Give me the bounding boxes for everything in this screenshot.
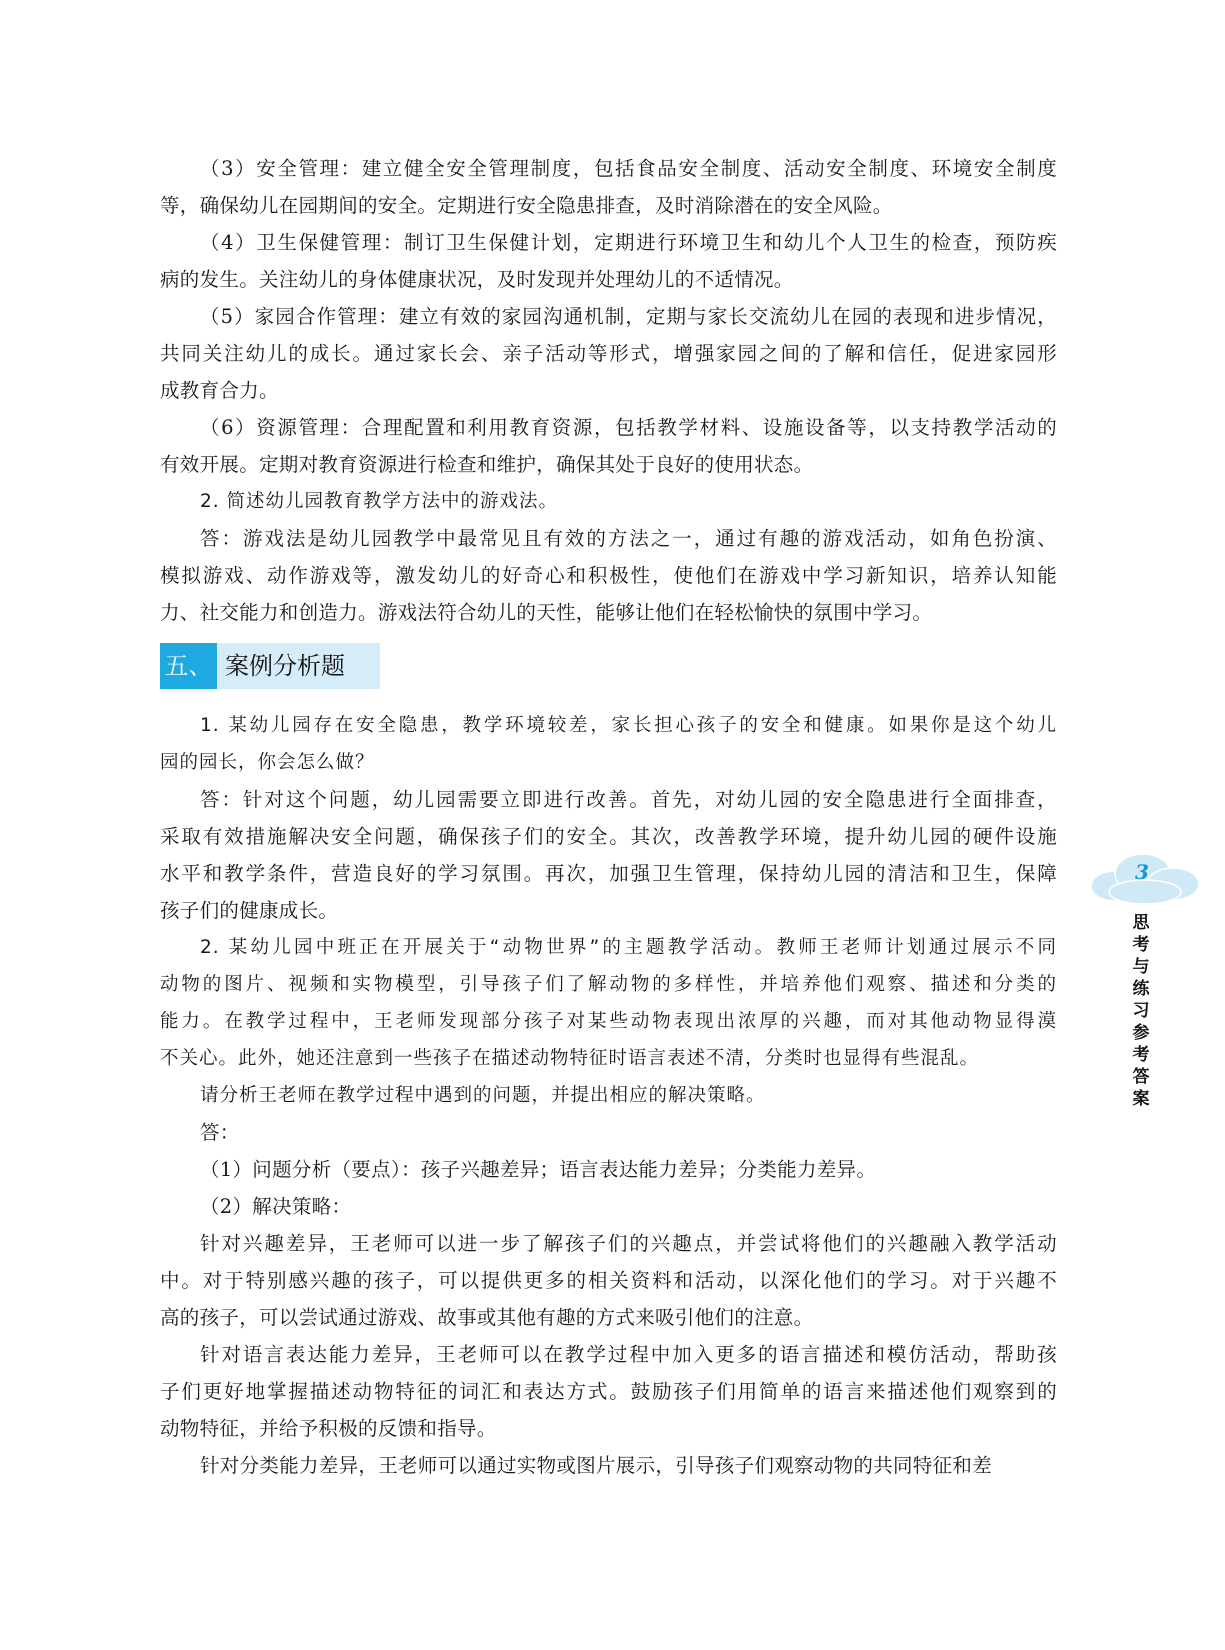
text-line: 模拟游戏、动作游戏等，激发幼儿的好奇心和积极性，使他们在游戏中学习新知识，培养认知能 bbox=[160, 564, 1057, 587]
text-line: 子们更好地掌握描述动物特征的词汇和表达方式。鼓励孩子们用简单的语言来描述他们观察到的 bbox=[160, 1380, 1057, 1403]
paragraph bbox=[160, 224, 1057, 298]
page-content bbox=[160, 150, 1057, 1484]
text-line: 答：针对这个问题，幼儿园需要立即进行改善。首先，对幼儿园的安全隐患进行全面排查， bbox=[200, 788, 1057, 811]
text-line: 能力。在教学过程中，王老师发现部分孩子对某些动物表现出浓厚的兴趣，而对其他动物显得漠 bbox=[160, 1011, 1057, 1032]
text-line: （3）安全管理：建立健全安全管理制度，包括食品安全制度、活动安全制度、环境安全制度 bbox=[200, 157, 1057, 180]
text-line: 针对语言表达能力差异，王老师可以在教学过程中加入更多的语言描述和模仿活动，帮助孩 bbox=[200, 1343, 1057, 1366]
text-line: 请分析王老师在教学过程中遇到的问题，并提出相应的解决策略。 bbox=[200, 1085, 766, 1106]
paragraph bbox=[160, 298, 1057, 409]
page-number: 3 bbox=[1135, 860, 1149, 884]
text-line: 2. 某幼儿园中班正在开展关于“动物世界”的主题教学活动。教师王老师计划通过展示不同 bbox=[200, 937, 1057, 958]
text-line: 中。对于特别感兴趣的孩子，可以提供更多的相关资料和活动，以深化他们的学习。对于兴趣不 bbox=[160, 1269, 1057, 1292]
text-line: 有效开展。定期对教育资源进行检查和维护，确保其处于良好的使用状态。 bbox=[160, 453, 814, 476]
text-line: 答： bbox=[200, 1121, 240, 1144]
chapter-label-char: 考 bbox=[1132, 1045, 1150, 1065]
chapter-label-char: 答 bbox=[1132, 1067, 1150, 1087]
text-line: 病的发生。关注幼儿的身体健康状况，及时发现并处理幼儿的不适情况。 bbox=[160, 268, 794, 291]
paragraph bbox=[160, 707, 1057, 781]
text-line: 成教育合力。 bbox=[160, 379, 279, 402]
chapter-label bbox=[1128, 912, 1154, 1110]
text-line: （5）家园合作管理：建立有效的家园沟通机制，定期与家长交流幼儿在园的表现和进步情况， bbox=[200, 305, 1057, 328]
chapter-label-char: 与 bbox=[1132, 957, 1150, 977]
paragraph bbox=[160, 1077, 1057, 1114]
text-line: 1. 某幼儿园存在安全隐患，教学环境较差，家长担心孩子的安全和健康。如果你是这个幼儿 bbox=[200, 715, 1057, 736]
text-line: 采取有效措施解决安全问题，确保孩子们的安全。其次，改善教学环境，提升幼儿园的硬件设施 bbox=[160, 825, 1057, 848]
chapter-label-char: 考 bbox=[1132, 935, 1150, 955]
text-line: 针对分类能力差异，王老师可以通过实物或图片展示，引导孩子们观察动物的共同特征和差 bbox=[200, 1454, 993, 1477]
text-line: 园的园长，你会怎么做？ bbox=[160, 752, 375, 773]
section-title: 案例分析题 bbox=[217, 643, 380, 689]
paragraph bbox=[160, 520, 1057, 631]
section-number: 五、 bbox=[160, 643, 217, 689]
text-line: （2）解决策略： bbox=[200, 1195, 352, 1218]
chapter-label-char: 练 bbox=[1132, 979, 1150, 999]
text-line: 孩子们的健康成长。 bbox=[160, 899, 339, 922]
paragraph bbox=[160, 1188, 1057, 1225]
paragraph bbox=[160, 483, 1057, 520]
text-line: 等，确保幼儿在园期间的安全。定期进行安全隐患排查，及时消除潜在的安全风险。 bbox=[160, 194, 893, 217]
paragraph bbox=[160, 1447, 1057, 1484]
section-heading bbox=[160, 643, 1057, 689]
text-line: 动物的图片、视频和实物模型，引导孩子们了解动物的多样性，并培养他们观察、描述和分类的 bbox=[160, 974, 1057, 995]
chapter-label-char: 参 bbox=[1132, 1023, 1150, 1043]
text-line: （4）卫生保健管理：制订卫生保健计划，定期进行环境卫生和幼儿个人卫生的检查，预防疾 bbox=[200, 231, 1057, 254]
text-line: （6）资源管理：合理配置和利用教育资源，包括教学材料、设施设备等，以支持教学活动的 bbox=[200, 416, 1057, 439]
paragraph bbox=[160, 929, 1057, 1077]
text-line: （1）问题分析（要点）：孩子兴趣差异；语言表达能力差异；分类能力差异。 bbox=[200, 1158, 877, 1181]
chapter-label-char: 习 bbox=[1132, 1001, 1150, 1021]
side-tab bbox=[1085, 848, 1205, 1109]
paragraph bbox=[160, 1225, 1057, 1336]
text-block-top bbox=[160, 150, 1057, 631]
chapter-label-char: 案 bbox=[1132, 1089, 1150, 1109]
chapter-label-char: 思 bbox=[1132, 913, 1150, 933]
text-line: 高的孩子，可以尝试通过游戏、故事或其他有趣的方式来吸引他们的注意。 bbox=[160, 1306, 814, 1329]
text-line: 动物特征，并给予积极的反馈和指导。 bbox=[160, 1417, 497, 1440]
text-line: 针对兴趣差异，王老师可以进一步了解孩子们的兴趣点，并尝试将他们的兴趣融入教学活动 bbox=[200, 1232, 1057, 1255]
text-line: 共同关注幼儿的成长。通过家长会、亲子活动等形式，增强家园之间的了解和信任，促进家园形 bbox=[160, 342, 1057, 365]
text-line: 力、社交能力和创造力。游戏法符合幼儿的天性，能够让他们在轻松愉快的氛围中学习。 bbox=[160, 601, 933, 624]
text-line: 答：游戏法是幼儿园教学中最常见且有效的方法之一，通过有趣的游戏活动，如角色扮演、 bbox=[200, 527, 1057, 550]
text-line: 2. 简述幼儿园教育教学方法中的游戏法。 bbox=[200, 491, 559, 512]
text-line: 不关心。此外，她还注意到一些孩子在描述动物特征时语言表述不清，分类时也显得有些混乱。 bbox=[160, 1048, 980, 1069]
text-line: 水平和教学条件，营造良好的学习氛围。再次，加强卫生管理，保持幼儿园的清洁和卫生，保障 bbox=[160, 862, 1057, 885]
paragraph bbox=[160, 409, 1057, 483]
paragraph bbox=[160, 1114, 1057, 1151]
paragraph bbox=[160, 150, 1057, 224]
paragraph bbox=[160, 1151, 1057, 1188]
text-block-bottom bbox=[160, 707, 1057, 1484]
paragraph bbox=[160, 781, 1057, 929]
paragraph bbox=[160, 1336, 1057, 1447]
